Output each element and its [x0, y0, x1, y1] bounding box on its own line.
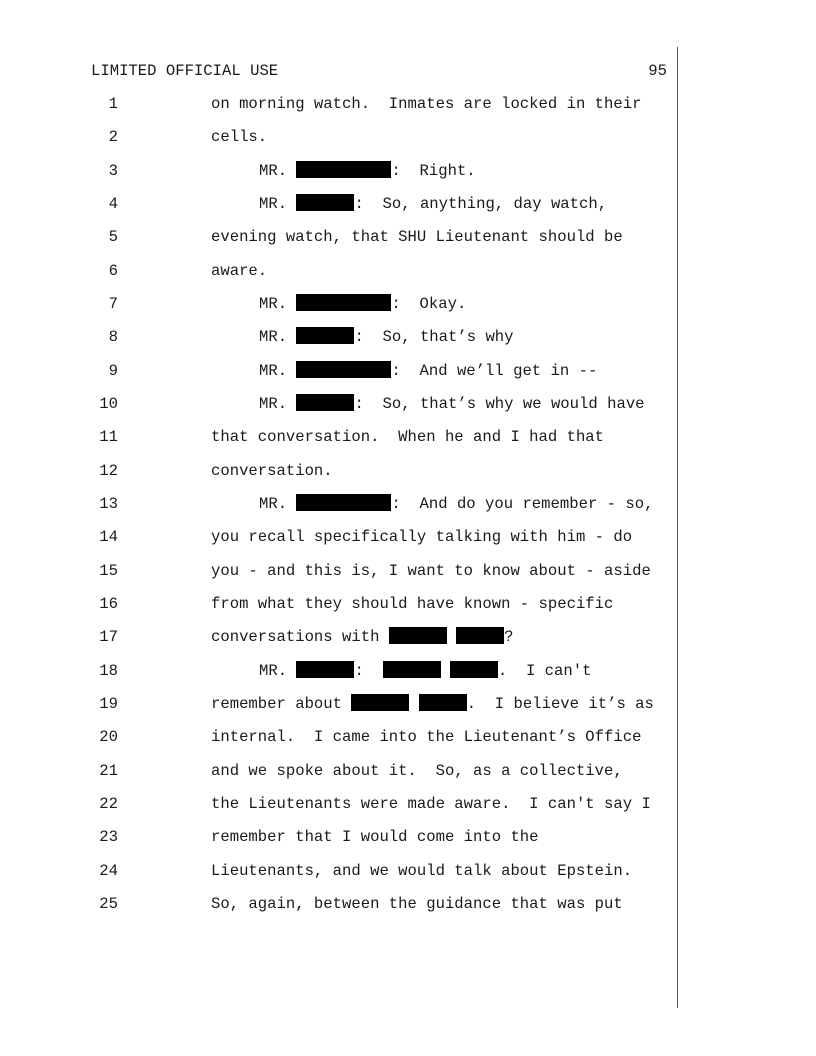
line-number: 2: [108, 128, 118, 146]
redaction-box: [456, 627, 504, 644]
line-number: 22: [99, 795, 118, 813]
line-number: 12: [99, 462, 118, 480]
line-text: MR. : Right.: [259, 162, 476, 180]
redaction-box: [351, 694, 409, 711]
line-number: 6: [108, 262, 118, 280]
line-text: Lieutenants, and we would talk about Epstein.: [211, 862, 633, 880]
redaction-box: [296, 394, 354, 411]
redaction-box: [296, 194, 354, 211]
line-text: the Lieutenants were made aware. I can't say I: [211, 795, 651, 813]
line-text: MR. : And do you remember - so,: [259, 495, 654, 513]
line-number: 24: [99, 862, 118, 880]
line-text: cells.: [211, 128, 268, 146]
line-text: internal. I came into the Lieutenant’s Office: [211, 728, 642, 746]
line-number: 25: [99, 895, 118, 913]
line-number: 9: [108, 362, 118, 380]
line-number: 3: [108, 162, 118, 180]
line-text: from what they should have known - specific: [211, 595, 614, 613]
line-text: MR. : So, anything, day watch,: [259, 195, 608, 213]
classification-marking: LIMITED OFFICIAL USE: [91, 62, 279, 80]
redaction-box: [296, 494, 391, 511]
line-number: 10: [99, 395, 118, 413]
line-text: aware.: [211, 262, 268, 280]
line-number: 7: [108, 295, 118, 313]
page-header: [91, 61, 667, 81]
redaction-box: [296, 294, 391, 311]
redaction-box: [296, 661, 354, 678]
line-text: you recall specifically talking with him - do: [211, 528, 633, 546]
line-text: that conversation. When he and I had that: [211, 428, 605, 446]
line-number: 13: [99, 495, 118, 513]
line-text: conversations with ?: [211, 628, 514, 646]
redaction-box: [296, 327, 354, 344]
line-number: 17: [99, 628, 118, 646]
line-text: MR. : . I can't: [259, 662, 592, 680]
line-text: remember about . I believe it’s as: [211, 695, 654, 713]
redaction-box: [419, 694, 467, 711]
line-text: on morning watch. Inmates are locked in their: [211, 95, 642, 113]
line-text: you - and this is, I want to know about - aside: [211, 562, 651, 580]
redaction-box: [389, 627, 447, 644]
line-number: 8: [108, 328, 118, 346]
line-text: conversation.: [211, 462, 333, 480]
line-number: 5: [108, 228, 118, 246]
line-number: 11: [99, 428, 118, 446]
line-text: So, again, between the guidance that was put: [211, 895, 623, 913]
line-number: 21: [99, 762, 118, 780]
line-number: 4: [108, 195, 118, 213]
line-text: and we spoke about it. So, as a collective,: [211, 762, 623, 780]
redaction-box: [296, 361, 391, 378]
line-number: 1: [108, 95, 118, 113]
line-text: MR. : So, that’s why we would have: [259, 395, 645, 413]
redaction-box: [296, 161, 391, 178]
right-margin-rule: [677, 47, 678, 1008]
line-number: 15: [99, 562, 118, 580]
line-text: evening watch, that SHU Lieutenant should be: [211, 228, 623, 246]
line-number: 18: [99, 662, 118, 680]
line-number: 23: [99, 828, 118, 846]
line-text: MR. : And we’ll get in --: [259, 362, 598, 380]
redaction-box: [450, 661, 498, 678]
line-text: MR. : Okay.: [259, 295, 467, 313]
redaction-box: [383, 661, 441, 678]
page-number: 95: [648, 62, 667, 80]
line-number: 16: [99, 595, 118, 613]
line-text: MR. : So, that’s why: [259, 328, 514, 346]
line-number: 20: [99, 728, 118, 746]
line-text: remember that I would come into the: [211, 828, 539, 846]
line-number: 19: [99, 695, 118, 713]
line-number: 14: [99, 528, 118, 546]
